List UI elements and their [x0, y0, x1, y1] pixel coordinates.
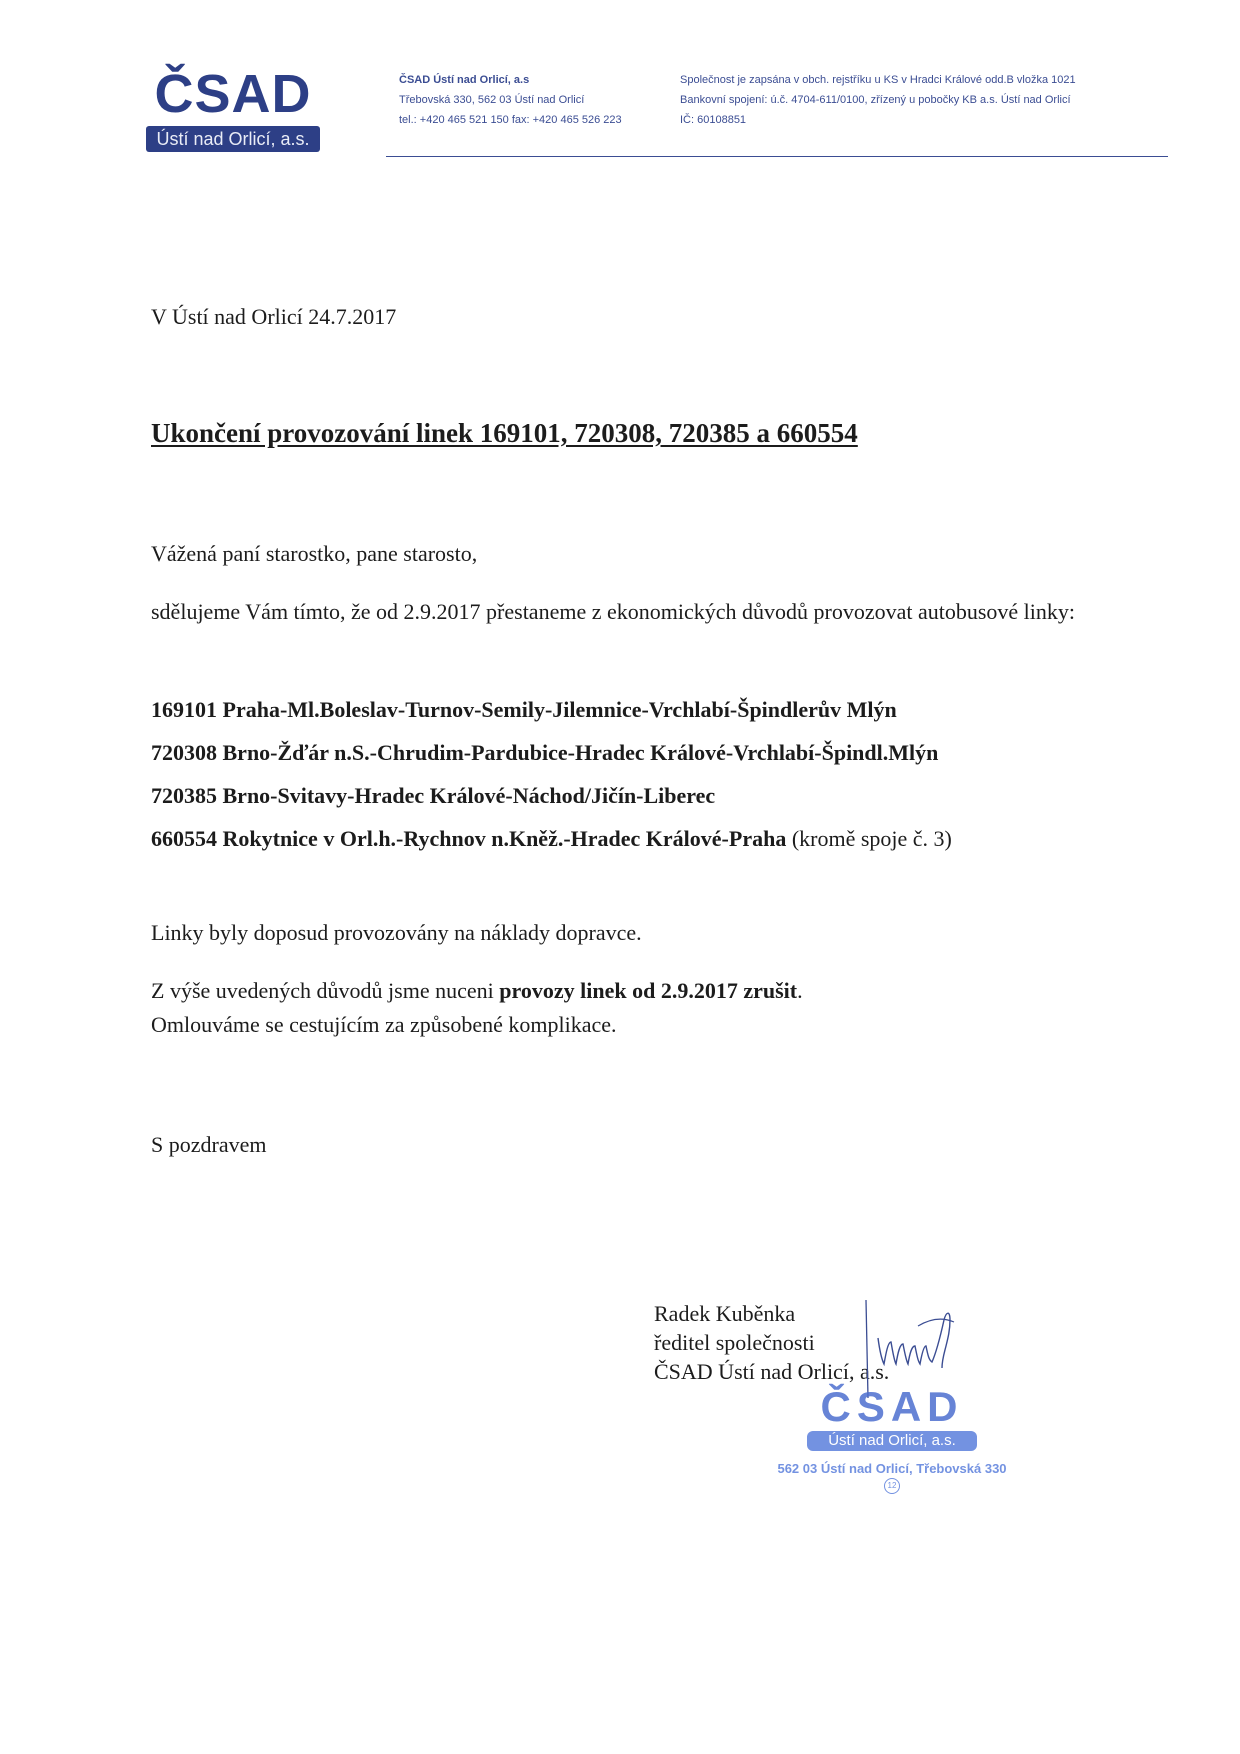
signer-name: Radek Kuběnka: [654, 1301, 796, 1326]
route-text: 720385 Brno-Svitavy-Hradec Králové-Náchod/Jičín-Liberec: [151, 783, 716, 808]
para2-bold: provozy linek od 2.9.2017 zrušit: [499, 978, 798, 1003]
intro-paragraph: sdělujeme Vám tímto, že od 2.9.2017 přestaneme z ekonomických důvodů provozovat autobusové linky:: [151, 599, 1075, 624]
place-date: V Ústí nad Orlicí 24.7.2017: [151, 304, 397, 329]
header-ic: IČ: 60108851: [680, 114, 747, 126]
header-bank: Bankovní spojení: ú.č. 4704-611/0100, zřízený u pobočky KB a.s. Ústí nad Orlicí: [680, 94, 1071, 106]
greeting: Vážená paní starostko, pane starosto,: [151, 541, 478, 566]
closing: S pozdravem: [151, 1132, 267, 1157]
route-item: [151, 817, 952, 860]
route-note: (kromě spoje č. 3): [791, 826, 952, 851]
header-registry-block: [680, 70, 1150, 130]
para2-start: Z výše uvedených důvodů jsme nuceni: [151, 978, 500, 1003]
paragraph-cancellation: [151, 974, 803, 1042]
paragraph-costs: Linky byly doposud provozovány na náklady dopravce.: [151, 920, 642, 945]
header-contact-block: [399, 70, 664, 130]
route-text: 720308 Brno-Žďár n.S.-Chrudim-Pardubice-Hradec Králové-Vrchlabí-Špindl.Mlýn: [151, 740, 939, 765]
company-stamp: [757, 1385, 1027, 1494]
stamp-sub: Ústí nad Orlicí, a.s.: [807, 1431, 977, 1451]
stamp-address: 562 03 Ústí nad Orlicí, Třebovská 330: [777, 1461, 1007, 1476]
header-company: ČSAD Ústí nad Orlicí, a.s: [399, 74, 530, 86]
header-registry: Společnost je zapsána v obch. rejstříku u KS v Hradci Králové odd.B vložka 1021: [680, 74, 1076, 86]
route-text: 660554 Rokytnice v Orl.h.-Rychnov n.Kněž.-Hradec Králové-Praha: [151, 826, 787, 851]
stamp-number: 12: [884, 1478, 900, 1494]
logo-sub: Ústí nad Orlicí, a.s.: [146, 126, 320, 152]
header-address: Třebovská 330, 562 03 Ústí nad Orlicí: [399, 94, 585, 106]
para2-end: .: [797, 978, 803, 1003]
header-contact: tel.: +420 465 521 150 fax: +420 465 526 223: [399, 114, 622, 126]
route-text: 169101 Praha-Ml.Boleslav-Turnov-Semily-Jilemnice-Vrchlabí-Špindlerův Mlýn: [151, 697, 897, 722]
route-item: [151, 731, 952, 774]
company-logo: [146, 66, 320, 152]
para2-apology: Omlouváme se cestujícím za způsobené komplikace.: [151, 1012, 617, 1037]
route-list: [151, 688, 952, 860]
stamp-logo: ČSAD: [820, 1383, 964, 1430]
route-item: [151, 774, 952, 817]
logo-main: ČSAD: [154, 64, 312, 124]
letter-subject: Ukončení provozování linek 169101, 720308, 720385 a 660554: [151, 418, 858, 448]
route-item: [151, 688, 952, 731]
header-divider: [386, 156, 1168, 157]
signer-company: ČSAD Ústí nad Orlicí, a.s.: [654, 1359, 890, 1384]
signer-title: ředitel společnosti: [654, 1330, 815, 1355]
signature-block: [654, 1299, 889, 1386]
